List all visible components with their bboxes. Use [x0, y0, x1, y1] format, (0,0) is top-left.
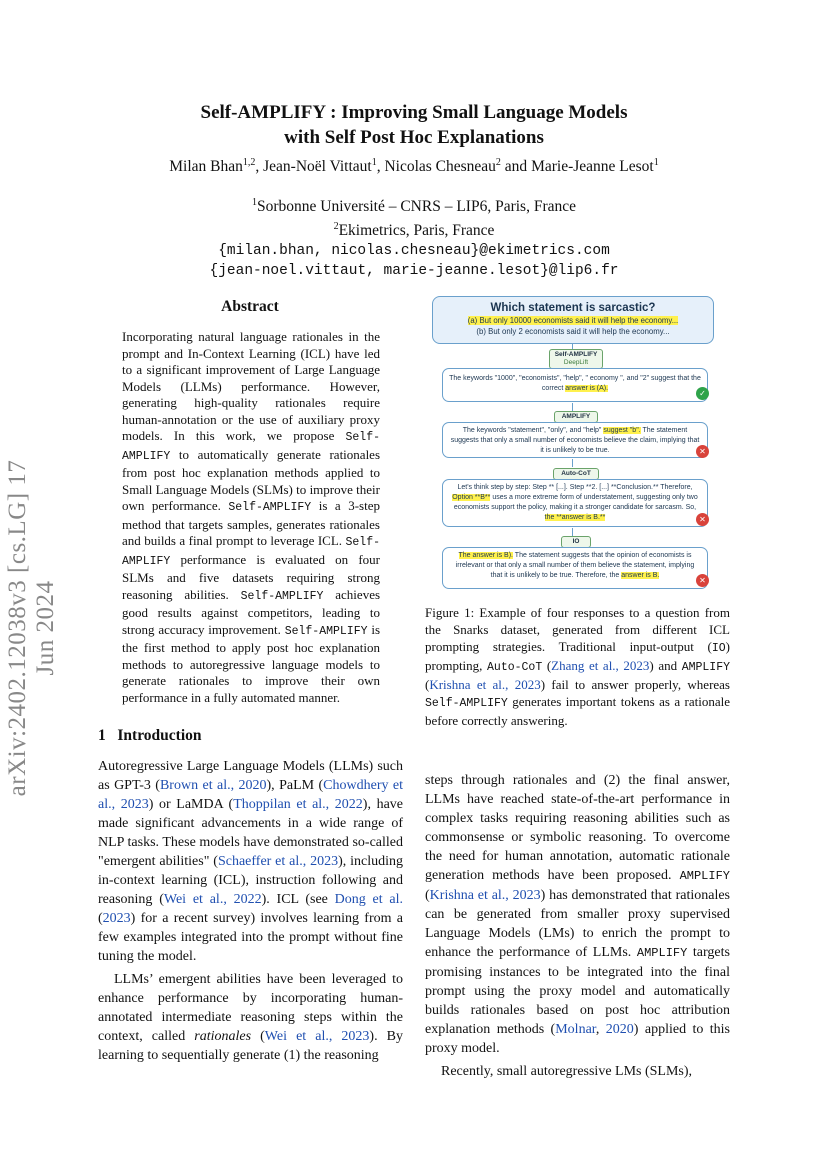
connector-line — [572, 528, 573, 536]
connector-line — [572, 403, 573, 411]
strategy-tag-label: Self-AMPLIFY — [554, 351, 598, 358]
abstract-text: to automatically generate rationales from post hoc explanation methods applied to Small Language Models (SLMs) to improve their own performance. — [122, 446, 381, 513]
body-text: ) for a recent survey) involves learning from a few examples integrated into the prompt without fine tuning the model. — [98, 911, 403, 964]
author-name: Nicolas Chesneau — [384, 158, 496, 176]
affiliation-1: Sorbonne Université – CNRS – LIP6, Paris, France — [256, 198, 576, 216]
intro-right-column — [425, 771, 730, 1081]
caption-text: ) and — [649, 658, 682, 673]
author-list — [0, 157, 828, 176]
response-text: uses a more extreme form of understatement, suggesting only two economists support the policy, making it a stronger candidate for sarcasm. So, — [453, 494, 698, 511]
figure-caption: Figure 1: Example of four responses to a question from the Snarks dataset, generated from different ICL prompting strategies. Traditional input-output (IO) prompting, Auto-CoT (Zhang et al., 2023) and AMPLIFY (Krishna et al., 2023) fail to answer properly, whereas Self-AMPLIFY generates important tokens as a rationale before correctly answering. — [425, 605, 730, 728]
abstract-text: is a 3-step method that targets samples, generates rationales and builds a final prompt to leverage ICL. — [122, 498, 380, 548]
cross-icon: ✕ — [696, 513, 709, 526]
cross-icon: ✕ — [696, 445, 709, 458]
highlighted-answer: The answer is B). — [458, 552, 513, 559]
strategy-subtag: DeepLift — [563, 359, 589, 366]
caption-text: Figure 1: Example of four responses to a question from the Snarks dataset, generated from different ICL prompting strategies. Traditional input-output ( — [425, 605, 730, 654]
response-text: The keywords "1000", "economists", "help", " economy ", and "2" suggest that the correct — [449, 375, 701, 392]
section-title: Introduction — [117, 727, 202, 744]
author-name: Milan Bhan — [169, 158, 243, 176]
author-separator: , — [255, 158, 264, 176]
response-text: The statement suggests that the opinion of economists is irrelevant or that only a small number of them believe the statement, implying that it is unlikely to be true. Therefore, the — [455, 552, 695, 579]
emphasis-text: rationales — [194, 1029, 252, 1044]
affil-sup: 1 — [251, 197, 257, 208]
method-name: Self-AMPLIFY — [228, 501, 312, 514]
paragraph — [98, 757, 403, 966]
body-text: Recently, small autoregressive LMs (SLMs), — [441, 1064, 693, 1079]
body-text: steps through rationales and (2) the final answer, LLMs have reached state-of-the-art performance in complex tasks requiring reasoning abilities such as commonsense or symbolic reasoning. To overcome the need for human annotation, automatic rationale generation methods have been proposed. — [425, 773, 730, 883]
citation-link[interactable]: 2023 — [102, 911, 131, 926]
cross-icon: ✕ — [696, 574, 709, 587]
body-text: ), have made significant advancements in a wide range of NLP tasks. These models have demonstrated so-called "emergent abilities" ( — [98, 797, 403, 869]
caption-text: generates important tokens as a rationale before correctly answering. — [425, 694, 730, 728]
citation-link[interactable]: Schaeffer et al., 2023 — [217, 854, 339, 869]
strategy-tag-io: IO — [561, 536, 591, 548]
citation-link[interactable]: Brown et al., 2020 — [159, 778, 267, 793]
body-text: ) applied to this proxy model. — [425, 1022, 730, 1056]
affil-sup: 2 — [333, 221, 339, 233]
author-separator: and — [500, 158, 532, 176]
body-text: ). By learning to sequentially generate (1) the reasoning — [98, 1029, 403, 1063]
citation-link[interactable]: Wei et al., 2022 — [163, 892, 262, 907]
response-box-amplify — [442, 422, 708, 458]
section-number: 1 — [98, 727, 106, 744]
citation-link[interactable]: Chowdhery et al., 2023 — [98, 778, 403, 812]
response-box-io — [442, 547, 708, 589]
method-name: AMPLIFY — [636, 946, 688, 960]
author-affil-sup: 1,2 — [242, 157, 256, 168]
highlighted-answer: answer is (A). — [565, 385, 609, 392]
body-text: LLMs’ emergent abilities have been leveraged to enhance performance by incorporating human-annotated intermediate reasoning steps within the context, called — [98, 972, 403, 1044]
method-name: Self-AMPLIFY — [240, 589, 324, 603]
email-line-1[interactable]: {milan.bhan, nicolas.chesneau}@ekimetrics.com — [218, 243, 610, 260]
highlighted-answer: the **answer is B.** — [544, 514, 606, 521]
abstract-text: performance is evaluated on four SLMs and five datasets requiring strong reasoning abilities. — [122, 551, 381, 602]
option-b: (b) But only 2 economists said it will help the economy... — [476, 327, 670, 336]
paper-title — [0, 100, 828, 150]
intro-left-column — [98, 757, 403, 1065]
affiliation-2: Ekimetrics, Paris, France — [338, 222, 495, 240]
section-heading — [98, 727, 202, 745]
body-text: ( — [251, 1029, 265, 1044]
paragraph — [425, 771, 730, 1058]
question-box — [432, 296, 714, 344]
caption-text: ) fail to answer properly, whereas — [540, 677, 730, 692]
email-line-2[interactable]: {jean-noel.vittaut, marie-jeanne.lesot}@lip6.fr — [209, 263, 619, 280]
body-text: ). ICL (see — [261, 892, 335, 907]
body-text: Autoregressive Large Language Models (LLMs) such as GPT-3 ( — [98, 759, 403, 793]
response-text: The statement suggests that only a small number of economists believe the claim, implying that it is unlikely to be true. — [450, 427, 700, 454]
title-line-2: with Self Post Hoc Explanations — [284, 127, 544, 148]
figure-1 — [432, 296, 714, 592]
body-text: targets promising instances to be integrated into the final prompt using the proxy model and automatically builds rationales based on post hoc attribution explanation methods ( — [425, 945, 730, 1037]
citation-link[interactable]: Wei et al., 2023 — [264, 1029, 370, 1044]
response-text: The keywords "statement", "only", and "help" — [462, 427, 604, 434]
abstract-body — [122, 329, 380, 706]
strategy-tag-auto-cot: Auto-CoT — [553, 468, 599, 480]
body-text: ), including in-context learning (ICL), instruction following and reasoning ( — [98, 854, 403, 907]
citation-link[interactable]: Molnar — [555, 1022, 596, 1037]
option-a: (a) But only 10000 economists said it will help the economy... — [467, 316, 679, 325]
citation-link[interactable]: Thoppilan et al., 2022 — [233, 797, 363, 812]
paragraph — [425, 1062, 730, 1081]
response-box-self-amplify — [442, 368, 708, 402]
abstract-heading: Abstract — [221, 298, 279, 315]
body-text: ) or LaMDA ( — [148, 797, 234, 812]
abstract-text: achieves good results against competitors, leading to strong accuracy improvement. — [122, 586, 381, 637]
strategy-tag-amplify: AMPLIFY — [554, 411, 598, 423]
arxiv-sidebar-stamp: arXiv:2402.12038v3 [cs.LG] 17 Jun 2024 — [4, 459, 59, 797]
author-affil-sup: 2 — [495, 157, 501, 168]
author-name: Marie-Jeanne Lesot — [531, 158, 654, 176]
method-name: Auto-CoT — [487, 661, 543, 674]
citation-link[interactable]: Krishna et al., 2023 — [429, 888, 541, 903]
method-name: Self-AMPLIFY — [122, 431, 381, 463]
author-separator: , — [376, 158, 385, 176]
method-name: AMPLIFY — [679, 869, 730, 883]
affiliations — [0, 193, 828, 281]
abstract-text: is the first method to apply post hoc explanation methods to autoregressive language models to generate rationales to improve their own performance in a fully automated manner. — [122, 621, 380, 705]
method-name: Self-AMPLIFY — [425, 697, 508, 710]
response-box-auto-cot — [442, 479, 708, 527]
citation-link[interactable]: Krishna et al., 2023 — [429, 677, 541, 692]
citation-link[interactable]: Zhang et al., 2023 — [551, 658, 650, 673]
body-text: ) has demonstrated that rationales can be generated from smaller proxy supervised Language Models (LMs) to enrich the prompt to enhance the performance of LLMs. — [425, 888, 730, 960]
body-text: , — [595, 1022, 606, 1037]
highlighted-answer: suggest "b". — [603, 427, 641, 434]
connector-line — [572, 459, 573, 467]
title-line-1: Self-AMPLIFY : Improving Small Language Models — [200, 102, 628, 123]
abstract-text: Incorporating natural language rationales in the prompt and In-Context Learning (ICL) have led to a significant improvement of Large Language Models (LLMs) performance. However, generating high-quality rationales require human-annotation or the use of auxiliary proxy models. In this work, we propose — [122, 329, 380, 443]
question-title: Which statement is sarcastic? — [490, 302, 656, 314]
body-text: ( — [98, 911, 103, 926]
highlighted-answer: answer is B. — [621, 572, 660, 579]
strategy-tag-self-amplify — [549, 349, 603, 369]
method-name: IO — [711, 642, 726, 655]
paragraph — [98, 970, 403, 1065]
response-text: Let's think step by step: Step ** [...]. Step **2. [...] **Conclusion.** Therefore, — [457, 484, 693, 491]
method-name: Self-AMPLIFY — [122, 536, 380, 568]
method-name: AMPLIFY — [681, 661, 730, 674]
body-text: ( — [425, 888, 430, 903]
check-icon: ✓ — [696, 387, 709, 400]
body-text: ), PaLM ( — [266, 778, 324, 793]
method-name: Self-AMPLIFY — [284, 624, 368, 638]
highlighted-answer: Option **B** — [452, 494, 491, 501]
citation-link[interactable]: 2020 — [605, 1022, 634, 1037]
caption-text: ) prompting, — [425, 639, 730, 673]
author-affil-sup: 1 — [653, 157, 659, 168]
citation-link[interactable]: Dong et al. — [334, 892, 403, 907]
author-affil-sup: 1 — [371, 157, 377, 168]
author-name: Jean-Noël Vittaut — [263, 158, 372, 176]
